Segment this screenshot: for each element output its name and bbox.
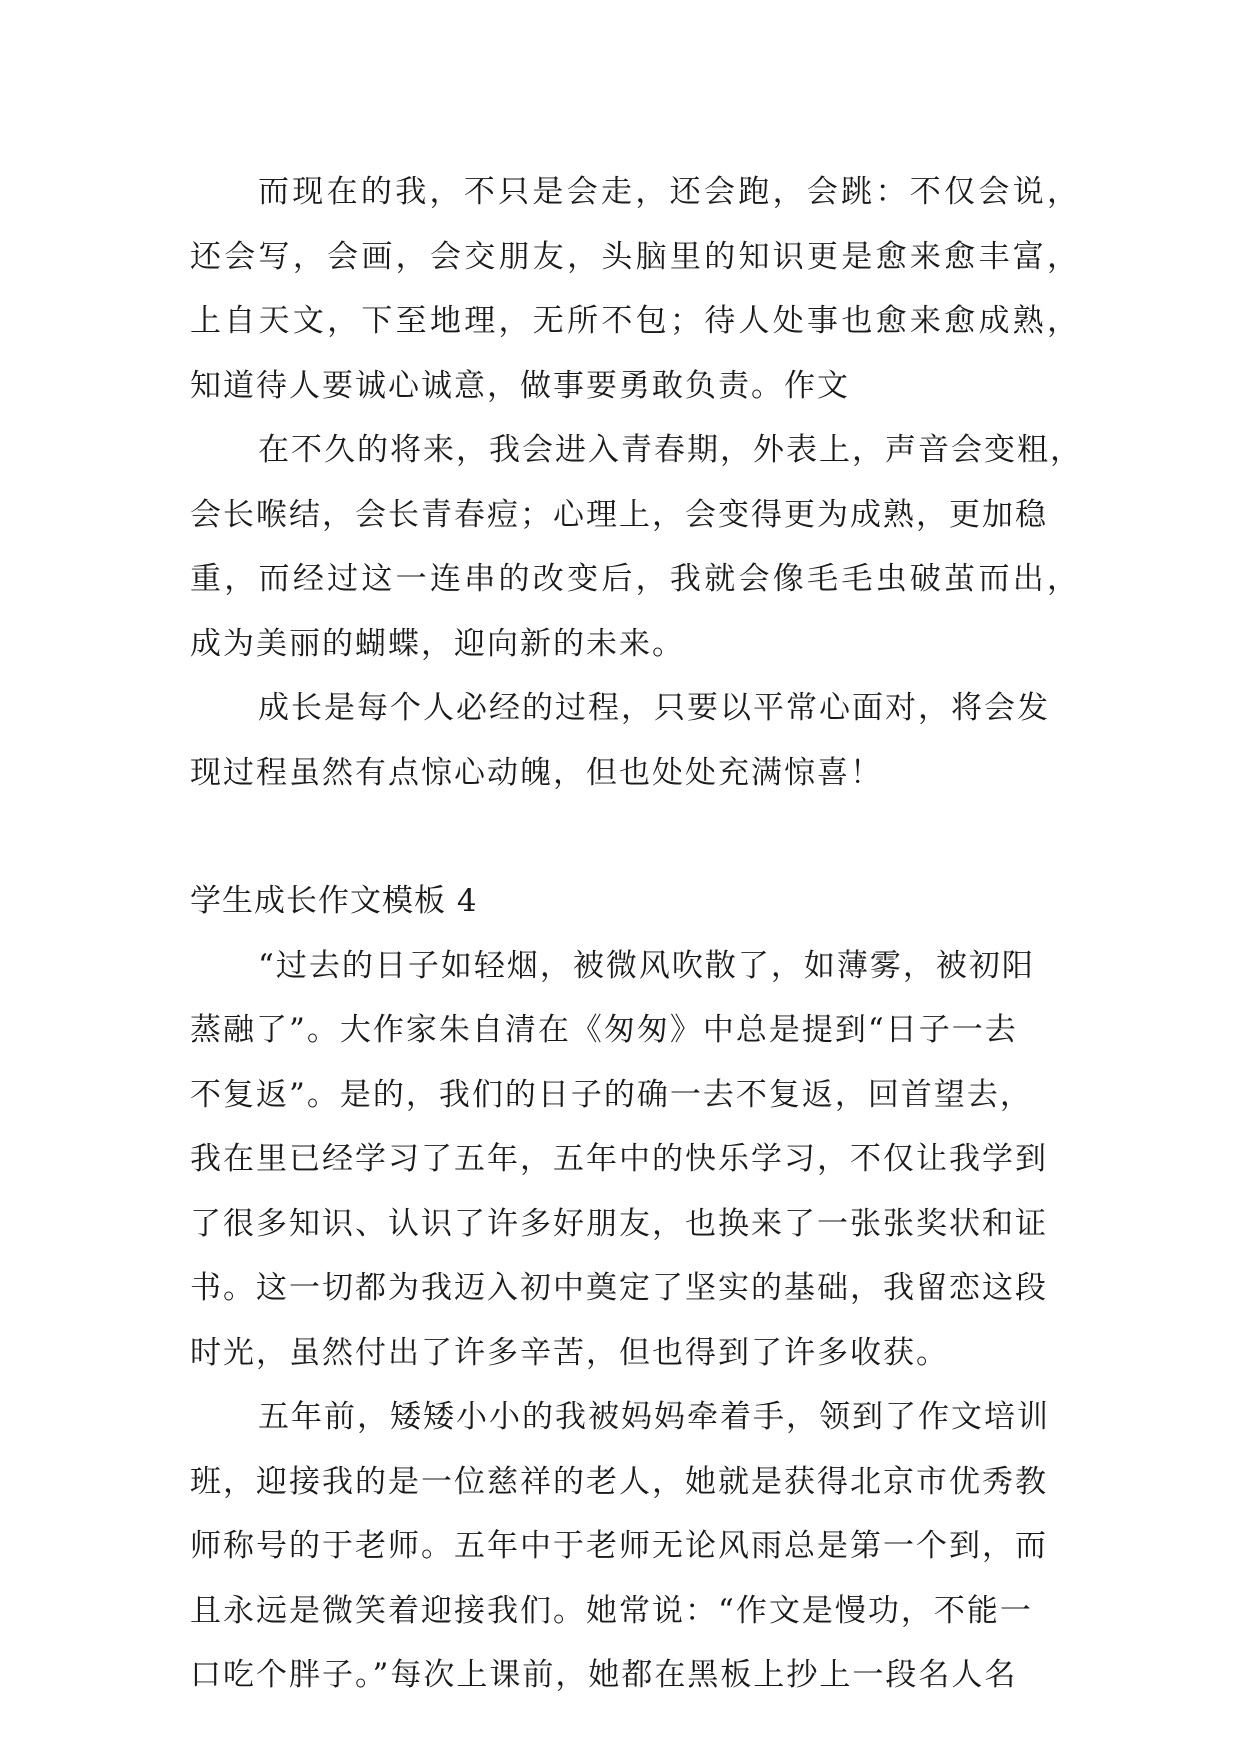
text-line: 上自天文，下至地理，无所不包；待人处事也愈来愈成熟， bbox=[190, 303, 1080, 339]
text-line: “过去的日子如轻烟，被微风吹散了，如薄雾，被初阳 bbox=[258, 947, 1035, 984]
text-line: 成长是每个人必经的过程，只要以平常心面对，将会发 bbox=[258, 690, 1050, 726]
document-body bbox=[190, 160, 1083, 1708]
paragraph bbox=[190, 1385, 1080, 1708]
text-line: 成为美丽的蝴蝶，迎向新的未来。 bbox=[190, 625, 685, 662]
text-line: 了很多知识、认识了许多好朋友，也换来了一张张奖状和证 bbox=[190, 1205, 1048, 1242]
text-line: 重，而经过这一连串的改变后，我就会像毛毛虫破茧而出， bbox=[190, 561, 1080, 597]
text-line: 现过程虽然有点惊心动魄，但也处处充满惊喜！ bbox=[190, 754, 883, 791]
text-line: 会长喉结，会长青春痘；心理上，会变得更为成熟，更加稳 bbox=[190, 496, 1048, 533]
paragraph bbox=[190, 934, 1080, 1386]
text-line: 班，迎接我的是一位慈祥的老人，她就是获得北京市优秀教 bbox=[190, 1463, 1048, 1500]
spacer bbox=[190, 805, 1080, 869]
text-line: 还会写，会画，会交朋友，头脑里的知识更是愈来愈丰富， bbox=[190, 238, 1080, 275]
text-line: 而现在的我，不只是会走，还会跑，会跳：不仅会说， bbox=[258, 174, 1080, 210]
text-line: 蒸融了”。大作家朱自清在《匆匆》中总是提到“日子一去 bbox=[190, 1012, 1018, 1048]
paragraph bbox=[190, 160, 1080, 418]
text-line: 时光，虽然付出了许多辛苦，但也得到了许多收获。 bbox=[190, 1334, 949, 1371]
section-heading: 学生成长作文模板 4 bbox=[190, 883, 478, 919]
paragraph bbox=[190, 418, 1083, 676]
text-line: 在不久的将来，我会进入青春期，外表上，声音会变粗， bbox=[258, 432, 1083, 468]
text-line: 知道待人要诚心诚意，做事要勇敢负责。作文 bbox=[190, 367, 850, 404]
text-line: 师称号的于老师。五年中于老师无论风雨总是第一个到，而 bbox=[190, 1528, 1048, 1564]
text-line: 且永远是微笑着迎接我们。她常说：“作文是慢功，不能一 bbox=[190, 1592, 1033, 1629]
text-line: 口吃个胖子。”每次上课前，她都在黑板上抄上一段名人名 bbox=[190, 1657, 1018, 1693]
paragraph bbox=[190, 676, 1080, 805]
text-line: 不复返”。是的，我们的日子的确一去不复返，回首望去， bbox=[190, 1076, 1033, 1113]
text-line: 五年前，矮矮小小的我被妈妈牵着手，领到了作文培训 bbox=[258, 1399, 1050, 1435]
text-line: 我在里已经学习了五年，五年中的快乐学习，不仅让我学到 bbox=[190, 1141, 1048, 1177]
text-line: 书。这一切都为我迈入初中奠定了坚实的基础，我留恋这段 bbox=[190, 1270, 1048, 1306]
